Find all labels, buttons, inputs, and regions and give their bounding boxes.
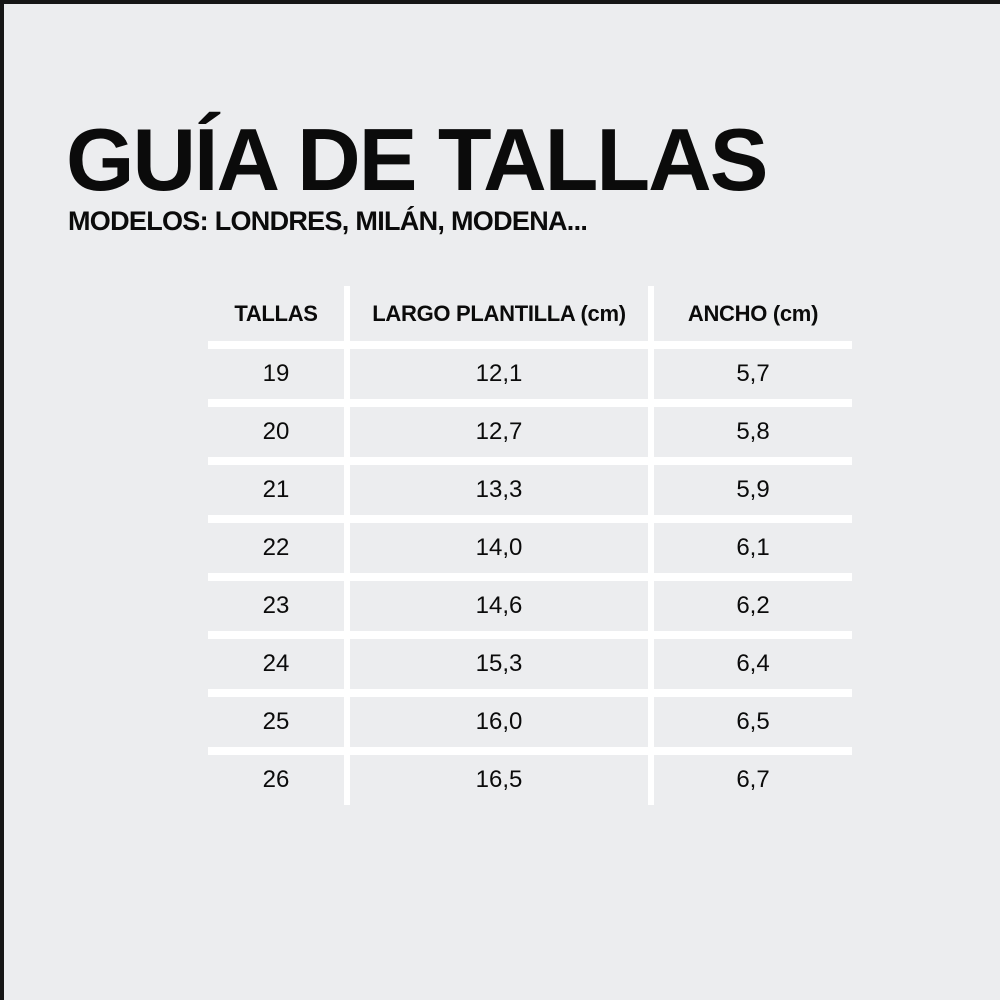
size-cell: 26 <box>208 755 344 805</box>
size-table <box>208 286 852 805</box>
width-cell: 5,9 <box>654 465 852 515</box>
size-cell: 24 <box>208 639 344 689</box>
insole-length-cell: 15,3 <box>350 639 648 689</box>
size-cell: 20 <box>208 407 344 457</box>
size-cell: 19 <box>208 349 344 399</box>
page-subtitle: MODELOS: LONDRES, MILÁN, MODENA... <box>68 206 588 236</box>
size-cell: 21 <box>208 465 344 515</box>
page-title: GUÍA DE TALLAS <box>66 110 767 209</box>
column-header-width-cell: ANCHO (cm) <box>654 286 852 341</box>
width-cell: 6,5 <box>654 697 852 747</box>
column-header-insole-length-cell: LARGO PLANTILLA (cm) <box>350 286 648 341</box>
width-cell: 6,1 <box>654 523 852 573</box>
width-cell: 5,8 <box>654 407 852 457</box>
width-cell: 6,4 <box>654 639 852 689</box>
insole-length-cell: 13,3 <box>350 465 648 515</box>
insole-length-cell: 12,7 <box>350 407 648 457</box>
width-cell: 5,7 <box>654 349 852 399</box>
insole-length-cell: 16,5 <box>350 755 648 805</box>
width-cell: 6,7 <box>654 755 852 805</box>
insole-length-cell: 16,0 <box>350 697 648 747</box>
size-cell: 22 <box>208 523 344 573</box>
size-cell: 25 <box>208 697 344 747</box>
insole-length-cell: 14,6 <box>350 581 648 631</box>
column-header-size-cell: TALLAS <box>208 286 344 341</box>
width-cell: 6,2 <box>654 581 852 631</box>
size-cell: 23 <box>208 581 344 631</box>
insole-length-cell: 14,0 <box>350 523 648 573</box>
insole-length-cell: 12,1 <box>350 349 648 399</box>
